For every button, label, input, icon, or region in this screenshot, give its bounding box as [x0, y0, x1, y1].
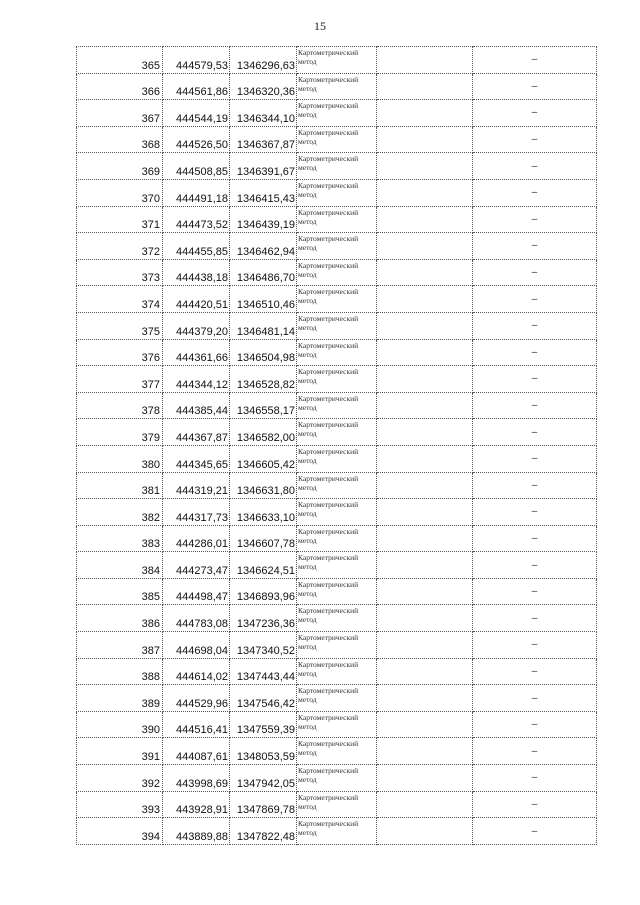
y-coordinate-cell: 1346320,36	[230, 73, 297, 100]
x-coordinate-cell: 444455,85	[163, 233, 230, 260]
point-number-cell: 373	[77, 259, 163, 286]
table-row	[77, 126, 597, 153]
x-coordinate-cell: 444344,12	[163, 366, 230, 393]
method-cell: Картометрический метод	[297, 100, 377, 127]
empty-cell	[377, 179, 473, 206]
table-row	[77, 419, 597, 446]
y-coordinate-cell: 1346633,10	[230, 499, 297, 526]
empty-cell	[377, 366, 473, 393]
remark-cell: –	[473, 765, 597, 792]
remark-cell: –	[473, 126, 597, 153]
point-number-cell: 379	[77, 419, 163, 446]
table-row	[77, 47, 597, 74]
remark-cell: –	[473, 419, 597, 446]
y-coordinate-cell: 1347340,52	[230, 632, 297, 659]
method-cell: Картометрический метод	[297, 738, 377, 765]
remark-cell: –	[473, 366, 597, 393]
table-row	[77, 179, 597, 206]
empty-cell	[377, 206, 473, 233]
remark-cell: –	[473, 791, 597, 818]
remark-cell: –	[473, 233, 597, 260]
x-coordinate-cell: 444385,44	[163, 392, 230, 419]
empty-cell	[377, 419, 473, 446]
x-coordinate-cell: 444420,51	[163, 286, 230, 313]
method-cell: Картометрический метод	[297, 605, 377, 632]
method-cell: Картометрический метод	[297, 73, 377, 100]
x-coordinate-cell: 444783,08	[163, 605, 230, 632]
empty-cell	[377, 339, 473, 366]
table-row	[77, 578, 597, 605]
empty-cell	[377, 259, 473, 286]
x-coordinate-cell: 444508,85	[163, 153, 230, 180]
remark-cell: –	[473, 472, 597, 499]
point-number-cell: 368	[77, 126, 163, 153]
point-number-cell: 384	[77, 552, 163, 579]
method-cell: Картометрический метод	[297, 47, 377, 74]
table-row	[77, 259, 597, 286]
empty-cell	[377, 818, 473, 845]
empty-cell	[377, 711, 473, 738]
y-coordinate-cell: 1346415,43	[230, 179, 297, 206]
empty-cell	[377, 765, 473, 792]
y-coordinate-cell: 1347236,36	[230, 605, 297, 632]
method-cell: Картометрический метод	[297, 711, 377, 738]
point-number-cell: 367	[77, 100, 163, 127]
table-row	[77, 818, 597, 845]
x-coordinate-cell: 444273,47	[163, 552, 230, 579]
point-number-cell: 381	[77, 472, 163, 499]
x-coordinate-cell: 444087,61	[163, 738, 230, 765]
remark-cell: –	[473, 179, 597, 206]
point-number-cell: 382	[77, 499, 163, 526]
method-cell: Картометрический метод	[297, 126, 377, 153]
y-coordinate-cell: 1346510,46	[230, 286, 297, 313]
x-coordinate-cell: 444561,86	[163, 73, 230, 100]
y-coordinate-cell: 1346296,63	[230, 47, 297, 74]
coordinates-table	[76, 46, 597, 845]
table-row	[77, 525, 597, 552]
x-coordinate-cell: 444491,18	[163, 179, 230, 206]
x-coordinate-cell: 444361,66	[163, 339, 230, 366]
method-cell: Картометрический метод	[297, 312, 377, 339]
y-coordinate-cell: 1346893,96	[230, 578, 297, 605]
point-number-cell: 370	[77, 179, 163, 206]
table-row	[77, 286, 597, 313]
empty-cell	[377, 153, 473, 180]
empty-cell	[377, 445, 473, 472]
method-cell: Картометрический метод	[297, 658, 377, 685]
table-row	[77, 153, 597, 180]
remark-cell: –	[473, 47, 597, 74]
y-coordinate-cell: 1347822,48	[230, 818, 297, 845]
remark-cell: –	[473, 818, 597, 845]
method-cell: Картометрический метод	[297, 445, 377, 472]
x-coordinate-cell: 443889,88	[163, 818, 230, 845]
empty-cell	[377, 605, 473, 632]
method-cell: Картометрический метод	[297, 233, 377, 260]
empty-cell	[377, 738, 473, 765]
x-coordinate-cell: 444516,41	[163, 711, 230, 738]
method-cell: Картометрический метод	[297, 206, 377, 233]
point-number-cell: 380	[77, 445, 163, 472]
point-number-cell: 365	[77, 47, 163, 74]
table-row	[77, 472, 597, 499]
table-row	[77, 685, 597, 712]
table-row	[77, 605, 597, 632]
point-number-cell: 375	[77, 312, 163, 339]
x-coordinate-cell: 444286,01	[163, 525, 230, 552]
empty-cell	[377, 73, 473, 100]
remark-cell: –	[473, 312, 597, 339]
remark-cell: –	[473, 73, 597, 100]
table-row	[77, 711, 597, 738]
empty-cell	[377, 392, 473, 419]
table-row	[77, 100, 597, 127]
point-number-cell: 394	[77, 818, 163, 845]
empty-cell	[377, 47, 473, 74]
empty-cell	[377, 100, 473, 127]
empty-cell	[377, 632, 473, 659]
table-row	[77, 233, 597, 260]
remark-cell: –	[473, 392, 597, 419]
method-cell: Картометрический метод	[297, 472, 377, 499]
y-coordinate-cell: 1347869,78	[230, 791, 297, 818]
x-coordinate-cell: 444367,87	[163, 419, 230, 446]
method-cell: Картометрический метод	[297, 392, 377, 419]
x-coordinate-cell: 444498,47	[163, 578, 230, 605]
empty-cell	[377, 578, 473, 605]
remark-cell: –	[473, 738, 597, 765]
method-cell: Картометрический метод	[297, 286, 377, 313]
x-coordinate-cell: 444319,21	[163, 472, 230, 499]
empty-cell	[377, 791, 473, 818]
y-coordinate-cell: 1346607,78	[230, 525, 297, 552]
y-coordinate-cell: 1346605,42	[230, 445, 297, 472]
table-row	[77, 206, 597, 233]
y-coordinate-cell: 1346528,82	[230, 366, 297, 393]
table-row	[77, 445, 597, 472]
empty-cell	[377, 312, 473, 339]
y-coordinate-cell: 1346439,19	[230, 206, 297, 233]
y-coordinate-cell: 1346486,70	[230, 259, 297, 286]
x-coordinate-cell: 444526,50	[163, 126, 230, 153]
point-number-cell: 386	[77, 605, 163, 632]
method-cell: Картометрический метод	[297, 578, 377, 605]
empty-cell	[377, 286, 473, 313]
remark-cell: –	[473, 658, 597, 685]
x-coordinate-cell: 444579,53	[163, 47, 230, 74]
y-coordinate-cell: 1347546,42	[230, 685, 297, 712]
coordinates-table-body	[77, 47, 597, 845]
remark-cell: –	[473, 259, 597, 286]
point-number-cell: 388	[77, 658, 163, 685]
table-row	[77, 366, 597, 393]
x-coordinate-cell: 443998,69	[163, 765, 230, 792]
point-number-cell: 392	[77, 765, 163, 792]
y-coordinate-cell: 1346344,10	[230, 100, 297, 127]
x-coordinate-cell: 443928,91	[163, 791, 230, 818]
table-row	[77, 738, 597, 765]
y-coordinate-cell: 1346631,80	[230, 472, 297, 499]
remark-cell: –	[473, 578, 597, 605]
method-cell: Картометрический метод	[297, 525, 377, 552]
method-cell: Картометрический метод	[297, 765, 377, 792]
x-coordinate-cell: 444379,20	[163, 312, 230, 339]
table-row	[77, 552, 597, 579]
remark-cell: –	[473, 206, 597, 233]
x-coordinate-cell: 444345,65	[163, 445, 230, 472]
point-number-cell: 378	[77, 392, 163, 419]
point-number-cell: 369	[77, 153, 163, 180]
empty-cell	[377, 472, 473, 499]
page-number: 15	[314, 19, 326, 33]
point-number-cell: 372	[77, 233, 163, 260]
point-number-cell: 383	[77, 525, 163, 552]
empty-cell	[377, 233, 473, 260]
point-number-cell: 391	[77, 738, 163, 765]
method-cell: Картометрический метод	[297, 632, 377, 659]
remark-cell: –	[473, 286, 597, 313]
remark-cell: –	[473, 525, 597, 552]
point-number-cell: 390	[77, 711, 163, 738]
point-number-cell: 377	[77, 366, 163, 393]
method-cell: Картометрический метод	[297, 153, 377, 180]
empty-cell	[377, 685, 473, 712]
y-coordinate-cell: 1346481,14	[230, 312, 297, 339]
empty-cell	[377, 658, 473, 685]
x-coordinate-cell: 444698,04	[163, 632, 230, 659]
remark-cell: –	[473, 711, 597, 738]
table-row	[77, 73, 597, 100]
y-coordinate-cell: 1346462,94	[230, 233, 297, 260]
table-row	[77, 658, 597, 685]
table-row	[77, 632, 597, 659]
y-coordinate-cell: 1346558,17	[230, 392, 297, 419]
y-coordinate-cell: 1346367,87	[230, 126, 297, 153]
table-row	[77, 312, 597, 339]
x-coordinate-cell: 444529,96	[163, 685, 230, 712]
y-coordinate-cell: 1347559,39	[230, 711, 297, 738]
empty-cell	[377, 525, 473, 552]
table-row	[77, 791, 597, 818]
method-cell: Картометрический метод	[297, 419, 377, 446]
y-coordinate-cell: 1347942,05	[230, 765, 297, 792]
remark-cell: –	[473, 445, 597, 472]
remark-cell: –	[473, 605, 597, 632]
x-coordinate-cell: 444544,19	[163, 100, 230, 127]
method-cell: Картометрический метод	[297, 552, 377, 579]
empty-cell	[377, 499, 473, 526]
y-coordinate-cell: 1348053,59	[230, 738, 297, 765]
table-row	[77, 765, 597, 792]
table-row	[77, 392, 597, 419]
point-number-cell: 393	[77, 791, 163, 818]
remark-cell: –	[473, 499, 597, 526]
y-coordinate-cell: 1347443,44	[230, 658, 297, 685]
y-coordinate-cell: 1346504,98	[230, 339, 297, 366]
method-cell: Картометрический метод	[297, 339, 377, 366]
method-cell: Картометрический метод	[297, 791, 377, 818]
y-coordinate-cell: 1346624,51	[230, 552, 297, 579]
remark-cell: –	[473, 339, 597, 366]
method-cell: Картометрический метод	[297, 685, 377, 712]
point-number-cell: 389	[77, 685, 163, 712]
remark-cell: –	[473, 632, 597, 659]
remark-cell: –	[473, 100, 597, 127]
x-coordinate-cell: 444473,52	[163, 206, 230, 233]
remark-cell: –	[473, 153, 597, 180]
point-number-cell: 376	[77, 339, 163, 366]
empty-cell	[377, 126, 473, 153]
method-cell: Картометрический метод	[297, 366, 377, 393]
point-number-cell: 366	[77, 73, 163, 100]
y-coordinate-cell: 1346582,00	[230, 419, 297, 446]
remark-cell: –	[473, 552, 597, 579]
table-row	[77, 499, 597, 526]
method-cell: Картометрический метод	[297, 259, 377, 286]
remark-cell: –	[473, 685, 597, 712]
method-cell: Картометрический метод	[297, 818, 377, 845]
x-coordinate-cell: 444317,73	[163, 499, 230, 526]
point-number-cell: 374	[77, 286, 163, 313]
method-cell: Картометрический метод	[297, 179, 377, 206]
point-number-cell: 371	[77, 206, 163, 233]
method-cell: Картометрический метод	[297, 499, 377, 526]
point-number-cell: 385	[77, 578, 163, 605]
y-coordinate-cell: 1346391,67	[230, 153, 297, 180]
point-number-cell: 387	[77, 632, 163, 659]
table-row	[77, 339, 597, 366]
x-coordinate-cell: 444438,18	[163, 259, 230, 286]
x-coordinate-cell: 444614,02	[163, 658, 230, 685]
empty-cell	[377, 552, 473, 579]
